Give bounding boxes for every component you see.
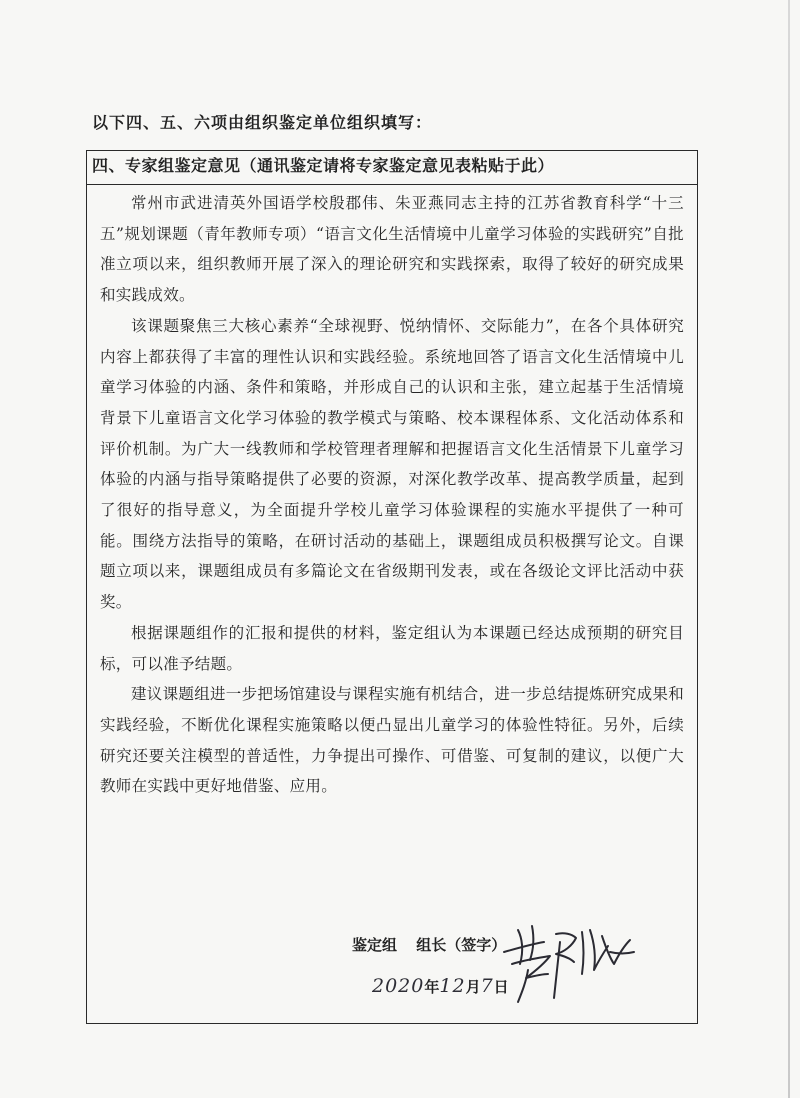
- date-day-unit: 日: [493, 978, 509, 996]
- handwritten-signature: [498, 912, 638, 1012]
- leader-label: 组长（签字）: [416, 936, 507, 954]
- intro-instruction: 以下四、五、六项由组织鉴定单位组织填写：: [92, 113, 433, 132]
- date-day: 7: [480, 975, 494, 997]
- section-title: 四、专家组鉴定意见（通讯鉴定请将专家鉴定意见表粘贴于此）: [92, 156, 555, 175]
- opinion-paragraph: 建议课题组进一步把场馆建设与课程实施有机结合，进一步总结提炼研究成果和实践经验，不断优化课程实施策略以便凸显出儿童学习的体验性特征。另外，后续研究还要关注模型的普适性，力争提出可操作、可借鉴、可复制的建议，以便广大教师在实践中更好地借鉴、应用。: [100, 685, 685, 796]
- opinion-paragraph: 常州市武进清英外国语学校殷郡伟、朱亚燕同志主持的江苏省教育科学“十三五”规划课题（青年教师专项）“语言文化生活情境中儿童学习体验的实践研究”自批准立项以来，组织教师开展了深入的理论研究和实践探索，取得了较好的研究成果和实践成效。: [100, 194, 684, 305]
- date-year-unit: 年: [424, 978, 440, 996]
- opinion-paragraph: 该课题聚焦三大核心素养“全球视野、悦纳情怀、交际能力”，在各个具体研究内容上都获得了丰富的理性认识和实践经验。系统地回答了语言文化生活情境中儿童学习体验的内涵、条件和策略，并形成自己的认识和主张，建立起基于生活情境背景下儿童语言文化学习体验的教学模式与策略、校本课程体系、文化活动体系和评价机制。为广大一线教师和学校管理者理解和把握语言文化生活情景下儿童学习体验的内涵与指导策略提供了必要的资源，对深化教学改革、提高教学质量，起到了很好的指导意义，为全面提升学校儿童学习体验课程的实施水平提供了一种可能。围绕方法指导的策略，在研讨活动的基础上，课题组成员积极撰写论文。自课题立项以来，课题组成员有多篇论文在省级期刊发表，或在各级论文评比活动中获奖。: [100, 316, 684, 612]
- date-line: [372, 975, 509, 997]
- expert-opinion-body: [100, 188, 684, 802]
- date-month: 12: [439, 975, 466, 997]
- date-year: 2020: [372, 975, 425, 997]
- scan-edge: [788, 0, 790, 1098]
- opinion-paragraph: 根据课题组作的汇报和提供的材料，鉴定组认为本课题已经达成预期的研究目标，可以准予结题。: [100, 623, 684, 673]
- date-month-unit: 月: [465, 978, 481, 996]
- signature-label-line: [352, 934, 506, 955]
- group-label: 鉴定组: [352, 936, 398, 954]
- table-divider: [86, 184, 698, 185]
